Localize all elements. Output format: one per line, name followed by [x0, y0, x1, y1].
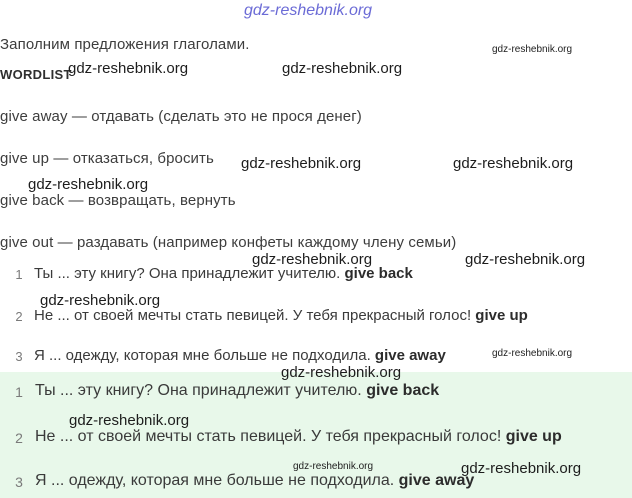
- answer-item: [0, 427, 632, 451]
- wordlist-item-give-out: give out — раздавать (например конфеты каждому члену семьи): [0, 234, 457, 251]
- sentence-text: Я ... одежду, которая мне больше не подходила.: [35, 472, 395, 489]
- exercise-item: [0, 346, 632, 368]
- answer-item: [0, 381, 632, 405]
- answer-verb: give away: [374, 347, 446, 364]
- watermark-label: gdz-reshebnik.org: [69, 412, 190, 429]
- wordlist-title: WORDLIST: [0, 67, 72, 82]
- instruction-text: Заполним предложения глаголами.: [0, 36, 250, 53]
- exercise-sentence: [34, 347, 446, 364]
- watermark-label: gdz-reshebnik.org: [453, 155, 574, 172]
- watermark-label: gdz-reshebnik.org: [461, 460, 582, 477]
- sentence-text: Я ... одежду, которая мне больше не подходила.: [34, 347, 371, 364]
- exercise-number: 2: [15, 309, 23, 324]
- watermark-label: gdz-reshebnik.org: [282, 60, 403, 77]
- sentence-text: Не ... от своей мечты стать певицей. У тебя прекрасный голос!: [34, 307, 472, 324]
- watermark-label: gdz-reshebnik.org: [492, 348, 573, 359]
- watermark-label: gdz-reshebnik.org: [241, 155, 362, 172]
- answer-item: [0, 471, 632, 495]
- watermark-label: gdz-reshebnik.org: [28, 176, 149, 193]
- watermark-label: gdz-reshebnik.org: [252, 251, 373, 268]
- sentence-text: Ты ... эту книгу? Она принадлежит учителю.: [35, 382, 362, 399]
- watermark-label: gdz-reshebnik.org: [281, 364, 402, 381]
- watermark-top: gdz-reshebnik.org: [244, 2, 373, 19]
- answer-sentence: [35, 428, 562, 446]
- answer-number: 1: [15, 384, 23, 400]
- wordlist-item-give-back: give back — возвращать, вернуть: [0, 192, 236, 209]
- exercise-item: [0, 306, 632, 328]
- watermark-label: gdz-reshebnik.org: [68, 60, 189, 77]
- sentence-text: Ты ... эту книгу? Она принадлежит учителю.: [34, 265, 341, 282]
- answer-verb: give away: [398, 472, 475, 489]
- wordlist-item-give-away: give away — отдавать (сделать это не прося денег): [0, 108, 362, 125]
- answer-verb: give back: [344, 265, 413, 282]
- answer-verb: give up: [475, 307, 528, 324]
- exercise-number: 1: [15, 267, 23, 282]
- exercise-number: 3: [15, 349, 23, 364]
- answer-number: 2: [15, 430, 23, 446]
- watermark-label: gdz-reshebnik.org: [293, 461, 374, 472]
- exercise-sentence: [34, 307, 528, 324]
- exercise-sentence: [34, 265, 413, 282]
- answer-sentence: [35, 472, 474, 490]
- exercise-item: [0, 264, 632, 286]
- wordlist-item-give-up: give up — отказаться, бросить: [0, 150, 214, 167]
- answer-verb: give back: [366, 382, 440, 399]
- watermark-label: gdz-reshebnik.org: [492, 44, 573, 55]
- answer-sentence: [35, 382, 439, 400]
- sentence-text: Не ... от своей мечты стать певицей. У тебя прекрасный голос!: [35, 428, 502, 445]
- answer-verb: give up: [505, 428, 562, 445]
- watermark-label: gdz-reshebnik.org: [40, 292, 161, 309]
- answer-number: 3: [15, 474, 23, 490]
- watermark-label: gdz-reshebnik.org: [465, 251, 586, 268]
- answers-block: [0, 372, 632, 498]
